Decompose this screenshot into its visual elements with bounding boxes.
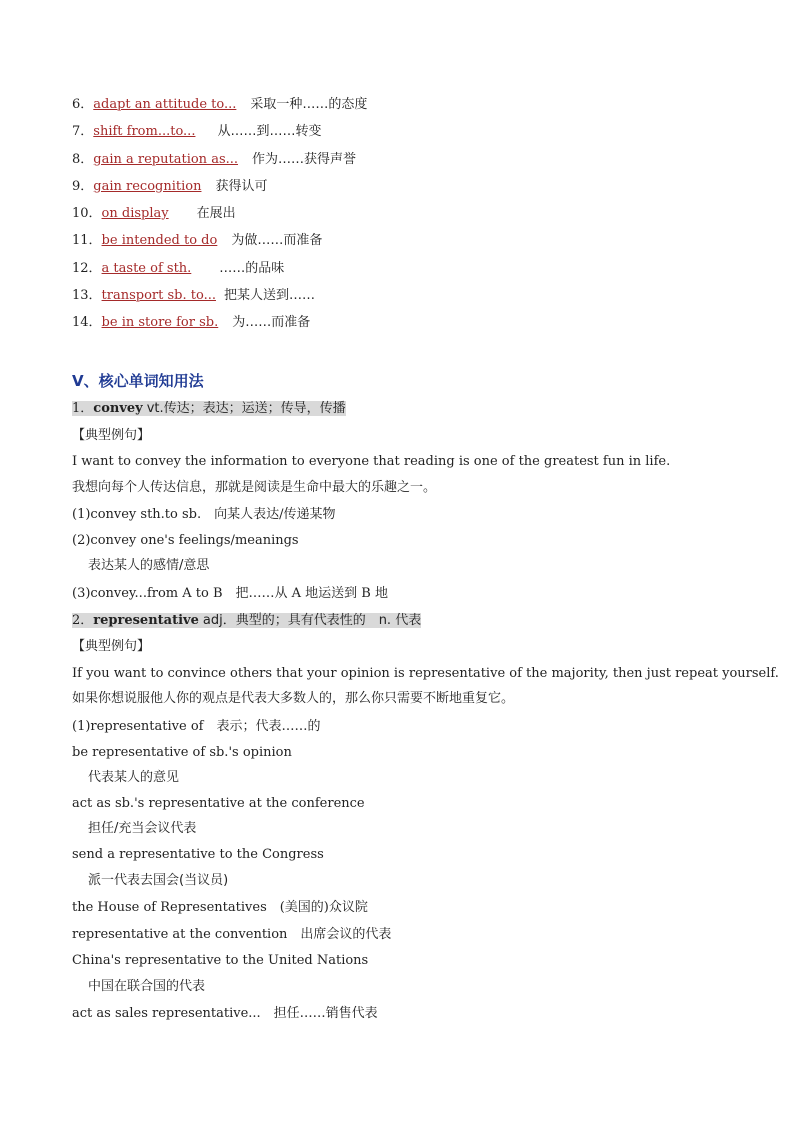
phrase-number: 13．: [72, 288, 102, 303]
phrase-english: be intended to do: [101, 233, 218, 248]
phrase-english: gain a reputation as...: [93, 152, 239, 167]
phrase-item: [72, 96, 367, 114]
word-number: 1．: [72, 401, 94, 416]
section-title: Ⅴ、核心单词知用法: [72, 372, 204, 390]
phrase-item: [72, 232, 322, 250]
definition: adj．典型的；具有代表性的 n. 代表: [202, 613, 422, 628]
word-number: 2．: [72, 613, 94, 628]
phrase-number: 6．: [72, 97, 94, 112]
phrase-english: shift from...to...: [93, 124, 196, 139]
word-heading: [72, 400, 346, 418]
phrase-chinese: 为……而准备: [232, 315, 311, 330]
usage-line: act as sb.'s representative at the conference: [72, 796, 365, 811]
example-chinese: 我想向每个人传达信息，那就是阅读是生命中最大的乐趣之一。: [72, 480, 437, 495]
phrase-chinese: 为做……而准备: [231, 233, 323, 248]
phrase-number: 14．: [72, 315, 102, 330]
phrase-item: [72, 151, 356, 169]
example-english: I want to convey the information to everyone that reading is one of the greatest fun in life.: [72, 454, 671, 469]
phrase-english: adapt an attitude to...: [93, 97, 237, 112]
usage-line: act as sales representative... 担任……销售代表: [72, 1006, 378, 1021]
usage-line: China's representative to the United Nations: [72, 953, 369, 968]
phrase-item: [72, 287, 315, 305]
usage-line: representative at the convention 出席会议的代表: [72, 927, 392, 942]
phrase-english: be in store for sb.: [101, 315, 219, 330]
phrase-number: 9．: [72, 179, 94, 194]
phrase-item: [72, 178, 267, 196]
phrase-item: [72, 205, 236, 223]
usage-line: (1)representative of 表示；代表……的: [72, 719, 321, 734]
usage-translation: 代表某人的意见: [88, 770, 180, 785]
usage-line: be representative of sb.'s opinion: [72, 745, 292, 760]
usage-translation: 中国在联合国的代表: [88, 979, 206, 994]
phrase-chinese: 获得认可: [215, 179, 268, 194]
phrase-chinese: 采取一种……的态度: [250, 97, 368, 112]
phrase-item: [72, 260, 284, 278]
definition: vt.传达；表达；运送；传导，传播: [146, 401, 346, 416]
usage-translation: 担任/充当会议代表: [88, 821, 197, 836]
headword: convey: [93, 401, 143, 416]
headword: representative: [93, 613, 199, 628]
phrase-chinese: ……的品味: [219, 261, 285, 276]
usage-line: (3)convey...from A to B 把……从 A 地运送到 B 地: [72, 586, 388, 601]
example-heading: 【典型例句】: [72, 639, 151, 654]
phrase-number: 12．: [72, 261, 102, 276]
usage-line: send a representative to the Congress: [72, 847, 324, 862]
phrase-number: 7．: [72, 124, 94, 139]
phrase-english: gain recognition: [93, 179, 202, 194]
example-english: If you want to convince others that your opinion is representative of the majority, then just repeat yourself.: [72, 666, 779, 681]
word-heading: [72, 612, 421, 630]
phrase-chinese: 作为……获得声誉: [252, 152, 357, 167]
phrase-english: a taste of sth.: [101, 261, 192, 276]
usage-line: (2)convey one's feelings/meanings: [72, 533, 299, 548]
phrase-item: [72, 123, 321, 141]
example-heading: 【典型例句】: [72, 428, 151, 443]
usage-translation: 派一代表去国会(当议员): [88, 873, 229, 888]
phrase-number: 10．: [72, 206, 102, 221]
phrase-chinese: 在展出: [196, 206, 236, 221]
phrase-number: 11．: [72, 233, 102, 248]
example-chinese: 如果你想说服他人你的观点是代表大多数人的，那么你只需要不断地重复它。: [72, 691, 515, 706]
usage-line: (1)convey sth.to sb. 向某人表达/传递某物: [72, 507, 336, 522]
phrase-english: transport sb. to...: [101, 288, 216, 303]
phrase-number: 8．: [72, 152, 94, 167]
phrase-chinese: 从……到……转变: [217, 124, 322, 139]
usage-line: the House of Representatives (美国的)众议院: [72, 900, 368, 915]
phrase-english: on display: [101, 206, 169, 221]
phrase-chinese: 把某人送到……: [223, 288, 315, 303]
phrase-item: [72, 314, 310, 332]
usage-translation: 表达某人的感情/意思: [88, 558, 210, 573]
